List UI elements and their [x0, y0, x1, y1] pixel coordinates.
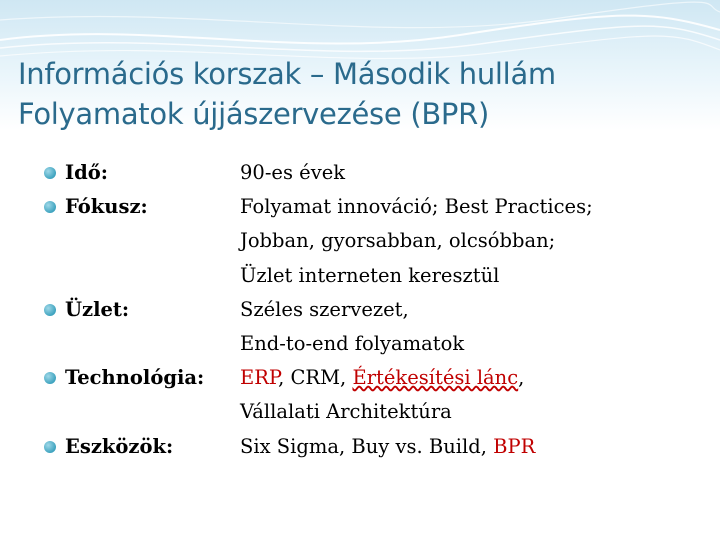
list-item-fokusz: [44, 190, 704, 293]
item-label: Technológia:: [65, 366, 205, 390]
value-line: End-to-end folyamatok: [240, 332, 465, 356]
erp-highlight: ERP: [240, 366, 279, 390]
chain-highlight: Értékesítési lánc: [352, 366, 519, 390]
title-line-1: Információs korszak – Második hullám: [18, 57, 556, 91]
title-line-2: Folyamatok újjászervezése (BPR): [18, 97, 489, 131]
value-text: , CRM,: [278, 366, 353, 390]
page-title: [18, 54, 708, 134]
value-line: Széles szervezet,: [240, 297, 409, 321]
value-line: 90-es évek: [240, 161, 346, 184]
value-line: Üzlet interneten keresztül: [240, 263, 500, 287]
item-value: [240, 361, 704, 429]
bullet-icon: [44, 441, 56, 453]
item-label: Idő:: [65, 161, 108, 184]
item-value: [240, 156, 704, 190]
item-value: [240, 190, 704, 293]
bullet-icon: [44, 372, 56, 384]
bullet-list: [44, 156, 704, 464]
list-item-eszkozok: [44, 430, 704, 464]
value-line: Folyamat innováció; Best Practices;: [240, 195, 593, 219]
item-label: Üzlet:: [65, 297, 130, 321]
bullet-icon: [44, 167, 56, 179]
value-line: Vállalati Architektúra: [240, 400, 452, 424]
value-text: ,: [518, 366, 525, 390]
list-item-ido: [44, 156, 704, 190]
bpr-highlight: BPR: [493, 434, 536, 458]
item-label: Fókusz:: [65, 195, 148, 219]
list-item-uzlet: [44, 293, 704, 361]
value-line: Jobban, gyorsabban, olcsóbban;: [240, 229, 556, 253]
value-line: [240, 361, 704, 395]
bullet-icon: [44, 201, 56, 213]
value-text: Six Sigma, Buy vs. Build,: [240, 434, 494, 458]
item-value: [240, 430, 704, 464]
item-label: Eszközök:: [65, 434, 174, 458]
item-value: [240, 293, 704, 361]
value-line: [240, 430, 704, 464]
list-item-technologia: [44, 361, 704, 429]
bullet-icon: [44, 304, 56, 316]
